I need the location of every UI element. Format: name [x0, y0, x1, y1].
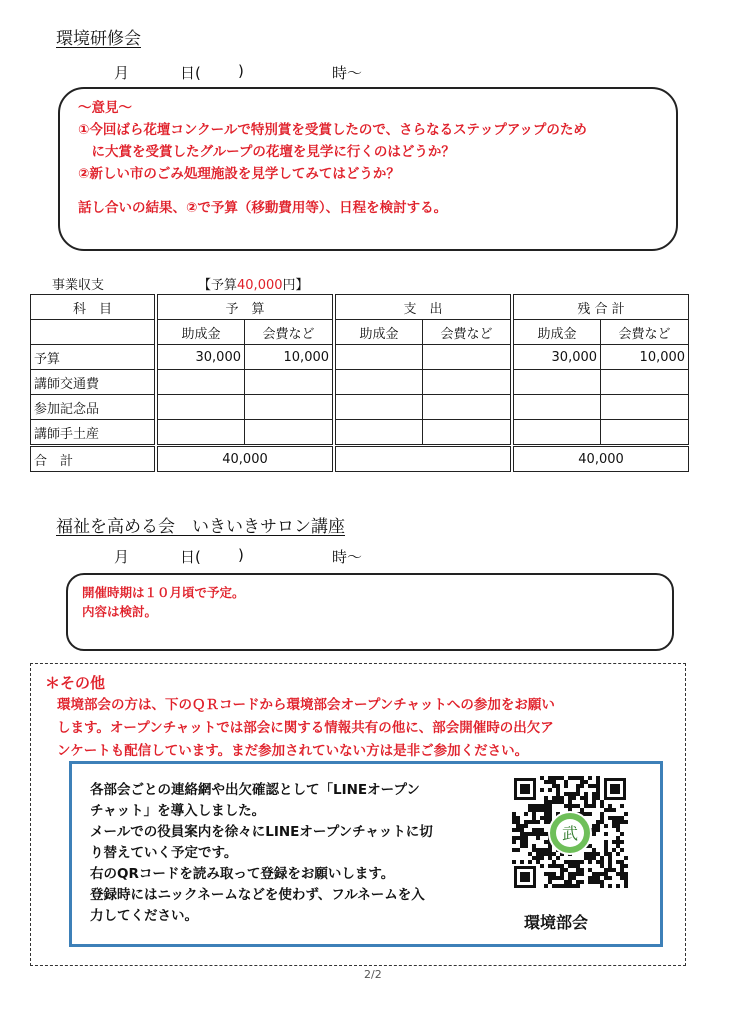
date-line-1	[0, 62, 739, 82]
opinion-heading: ～意見～	[78, 100, 132, 116]
line-box-line: 右のQRコードを読み取って登録をお願いします。	[90, 866, 395, 882]
table-row: 予算 30,000 10,000 30,000 10,000	[31, 345, 689, 370]
table-row: 講師手土産	[31, 420, 689, 446]
total-expense	[336, 446, 511, 472]
section-title-fukushi: 福祉を高める会 いきいきサロン講座	[56, 517, 345, 537]
line-box-line: 各部会ごとの連絡網や出欠確認として「LINEオープン	[90, 782, 420, 798]
line-box-line: り替えていく予定です。	[90, 845, 238, 861]
opinion-line: に大賞を受賞したグループの花壇を見学に行くのはどうか？	[78, 144, 455, 160]
line-box-line: チャット」を導入しました。	[90, 803, 266, 819]
page-number: 2/2	[364, 968, 382, 981]
sub-grant: 助成金	[514, 320, 601, 345]
time-label: 時～	[332, 64, 363, 82]
line-box-line: メールでの役員案内を徐々にLINEオープンチャットに切	[90, 824, 433, 840]
time-label: 時～	[332, 548, 363, 566]
other-line: 環境部会の方は、下のＱＲコードから環境部会オープンチャットへの参加をお願い	[57, 697, 555, 713]
table-row: 講師交通費	[31, 370, 689, 395]
table-row: 参加記念品	[31, 395, 689, 420]
qr-center-mark: 武	[561, 824, 579, 843]
sub-grant: 助成金	[158, 320, 245, 345]
signature: 環境部会	[524, 913, 589, 932]
sub-fees: 会費など	[245, 320, 333, 345]
header-expense: 支 出	[336, 295, 511, 320]
sub-grant: 助成金	[336, 320, 423, 345]
other-line: ンケートも配信しています。まだ参加されていない方は是非ご参加ください。	[57, 743, 529, 759]
opinion-line: ①今回ばら花壇コンクールで特別賞を受賞したので、さらなるステップアップのため	[78, 122, 587, 138]
other-heading: ＊その他	[45, 674, 106, 692]
sub-fees: 会費など	[601, 320, 689, 345]
table-subheader-row	[31, 320, 689, 345]
header-budget: 予 算	[158, 295, 333, 320]
budget-total: 【予算40,000円】	[198, 278, 309, 293]
day-label: 日(	[180, 548, 201, 566]
total-budget: 40,000	[158, 446, 333, 472]
salon-note-box	[66, 573, 674, 651]
section-title-kankyo: 環境研修会	[56, 29, 141, 49]
qr-code-icon[interactable]	[512, 776, 628, 890]
line-box-line: 力してください。	[90, 908, 198, 924]
table-header-row	[31, 295, 689, 320]
table-total-row	[31, 446, 689, 472]
sub-fees: 会費など	[423, 320, 511, 345]
salon-note-line: 開催時期は１０月頃で予定。	[82, 585, 245, 600]
date-line-2	[0, 546, 739, 566]
line-box-line: 登録時にはニックネームなどを使わず、フルネームを入	[90, 887, 425, 903]
total-label: 合 計	[31, 446, 155, 472]
header-subject: 科 目	[31, 295, 155, 320]
opinion-conclusion: 話し合いの結果、②で予算（移動費用等）、日程を検討する。	[78, 200, 448, 216]
opinion-box	[58, 87, 678, 251]
month-label: 月	[114, 548, 130, 566]
opinion-line: ②新しい市のごみ処理施設を見学してみてはどうか？	[78, 166, 400, 182]
day-close: )	[238, 546, 244, 564]
other-line: します。オープンチャットでは部会に関する情報共有の他に、部会開催時の出欠ア	[57, 720, 554, 736]
header-remaining: 残 合 計	[514, 295, 689, 320]
salon-note-line: 内容は検討。	[82, 604, 158, 619]
day-close: )	[238, 62, 244, 80]
budget-label: 事業収支	[52, 278, 105, 293]
budget-table	[30, 294, 689, 472]
month-label: 月	[114, 64, 130, 82]
total-remaining: 40,000	[514, 446, 689, 472]
day-label: 日(	[180, 64, 201, 82]
